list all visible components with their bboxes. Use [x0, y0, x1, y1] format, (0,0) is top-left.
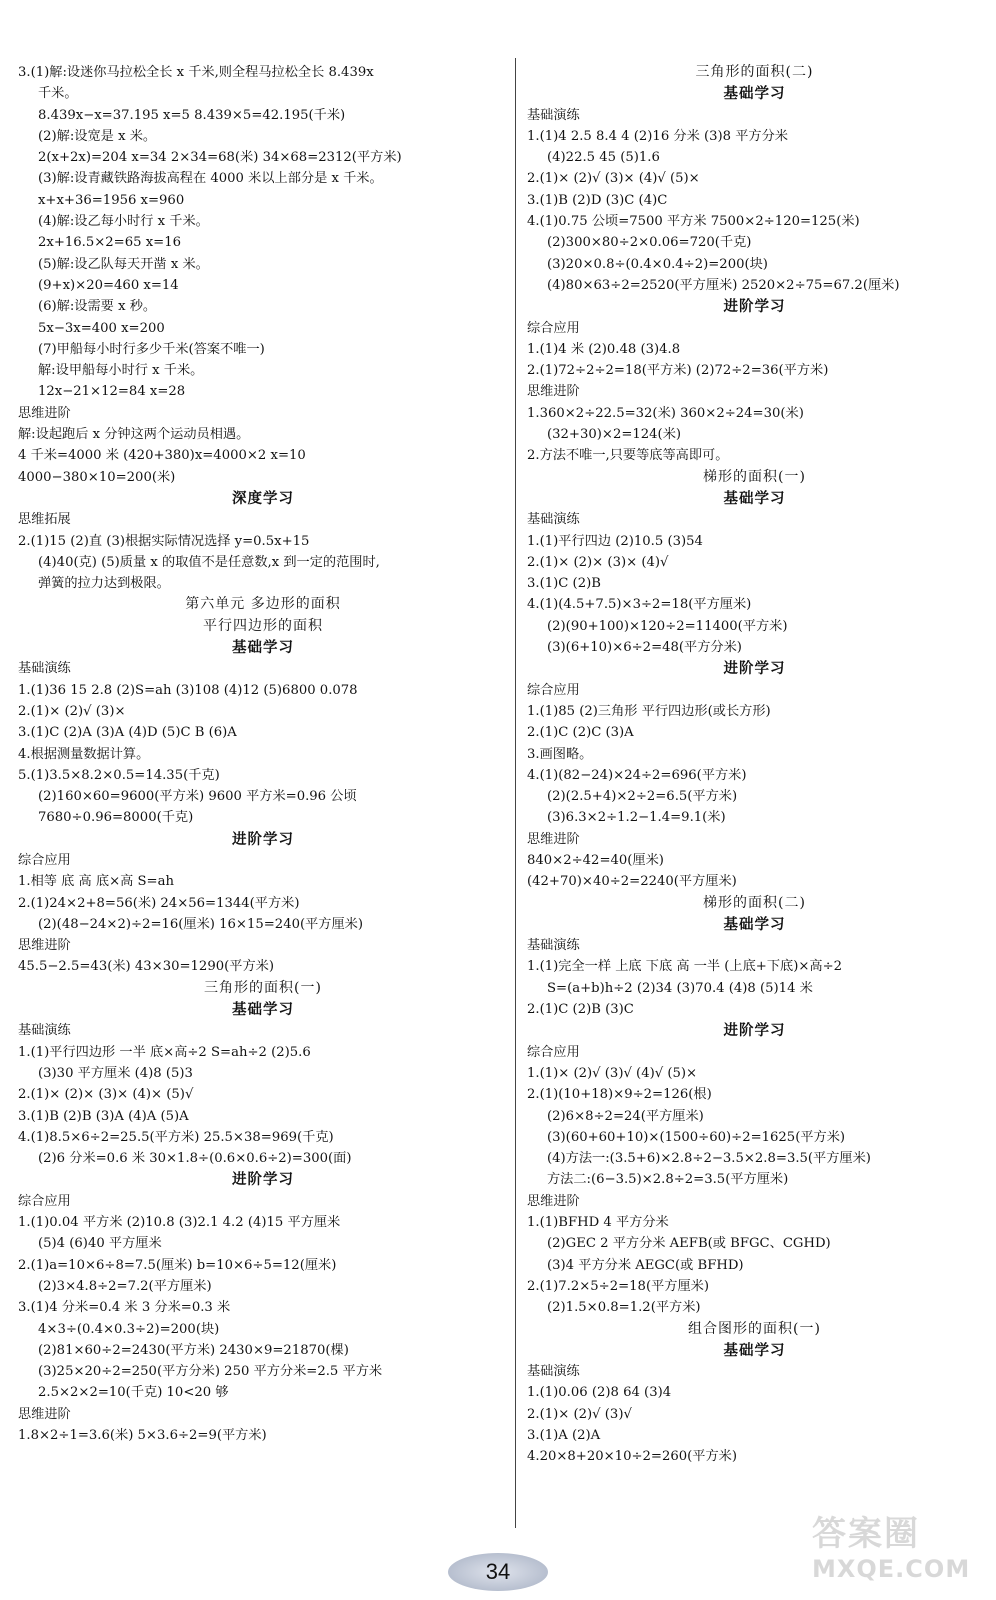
answer-line: 1.(1)0.04 平方米 (2)10.8 (3)2.1 4.2 (4)15 平方厘米 [18, 1215, 341, 1231]
answer-line: 1.相等 底 高 底×高 S=ah [18, 874, 174, 890]
watermark-logo [812, 1506, 982, 1586]
column-divider [515, 58, 516, 1528]
answer-line: 方法二:(6−3.5)×2.8÷2=3.5(平方厘米) [547, 1172, 789, 1188]
answer-line: 12x−21×12=84 x=28 [38, 384, 186, 400]
answer-line: 4×3÷(0.4×0.3÷2)=200(块) [38, 1321, 220, 1337]
answer-line: (2)6×8÷2=24(平方厘米) [547, 1108, 704, 1124]
answer-line: 1.(1)36 15 2.8 (2)S=ah (3)108 (4)12 (5)6800 0.078 [18, 682, 358, 698]
answer-line: (42+70)×40÷2=2240(平方厘米) [527, 874, 737, 890]
answer-line: 1.8×2÷1=3.6(米) 5×3.6÷2=9(平方米) [18, 1428, 267, 1443]
answer-line: (3)30 平方厘米 (4)8 (5)3 [38, 1065, 193, 1081]
answer-line: 4.20×8+20×10÷2=260(平方米) [527, 1449, 737, 1465]
answer-line: 2.(1)7.2×5÷2=18(平方厘米) [527, 1278, 709, 1294]
answer-line: 1.(1)完全一样 上底 下底 高 一半 (上底+下底)×高÷2 [527, 959, 843, 975]
answer-line: 综合应用 [527, 682, 580, 698]
answer-line: (2)6 分米=0.6 米 30×1.8÷(0.6×0.6÷2)=300(面) [38, 1151, 352, 1167]
answer-line: 8.439x−x=37.195 x=5 8.439×5=42.195(千米) [38, 107, 346, 123]
section-heading: 基础学习 [723, 915, 786, 933]
answer-line: 3.(1)B (2)B (3)A (4)A (5)A [18, 1108, 189, 1124]
answer-line: (2)(90+100)×120÷2=11400(平方米) [547, 618, 788, 634]
answer-line: 基础演练 [527, 1364, 580, 1380]
answer-line: 4.(1)(4.5+7.5)×3÷2=18(平方厘米) [527, 597, 752, 613]
answer-line: (3)6.3×2÷1.2−1.4=9.1(米) [547, 810, 726, 826]
answer-line: 2.(1)× (2)√ (3)× [18, 703, 126, 719]
answer-line: (2)解:设宽是 x 米。 [38, 128, 157, 144]
answer-line: 解:设甲船每小时行 x 千米。 [38, 363, 204, 379]
answer-line: 7680÷0.96=8000(千克) [38, 810, 194, 826]
section-heading: 深度学习 [232, 489, 294, 507]
section-heading: 基础学习 [232, 1001, 294, 1019]
answer-line: 2.(1)× (2)√ (3)× (4)√ (5)× [527, 171, 700, 187]
answer-line: (3)(6+10)×6÷2=48(平方分米) [547, 640, 742, 656]
answer-line: (2)1.5×0.8=1.2(平方米) [547, 1300, 701, 1316]
answer-line: 基础演练 [527, 512, 580, 528]
answer-line: 2.(1)a=10×6÷8=7.5(厘米) b=10×6÷5=12(厘米) [18, 1257, 337, 1273]
section-heading: 基础学习 [723, 489, 786, 507]
answer-line: 3.(1)C (2)B [527, 576, 601, 592]
answer-line: (4)解:设乙每小时行 x 千米。 [38, 214, 209, 230]
section-heading: 基础学习 [723, 85, 786, 103]
answer-line: (2)(2.5+4)×2÷2=6.5(平方米) [547, 789, 738, 805]
answer-line: 1.(1)4 2.5 8.4 4 (2)16 分米 (3)8 平方分米 [527, 128, 788, 144]
section-heading: 进阶学习 [232, 1171, 294, 1189]
section-heading: 进阶学习 [723, 1022, 786, 1040]
answer-line: 2(x+2x)=204 x=34 2×34=68(米) 34×68=2312(平方米) [38, 150, 402, 166]
answer-line: (2)300×80÷2×0.06=720(千克) [547, 235, 752, 251]
answer-line: 思维进阶 [18, 938, 71, 954]
answer-line: 2x+16.5×2=65 x=16 [38, 235, 181, 251]
answer-line: 2.(1)(10+18)×9÷2=126(根) [527, 1087, 712, 1103]
answer-line: (32+30)×2=124(米) [547, 427, 682, 443]
answer-line: (4)40(克) (5)质量 x 的取值不是任意数,x 到一定的范围时, [38, 554, 380, 570]
answer-line: (5)解:设乙队每天开凿 x 米。 [38, 256, 209, 272]
answer-line: 4000−380×10=200(米) [18, 469, 176, 485]
answer-line: (2)3×4.8÷2=7.2(平方厘米) [38, 1278, 212, 1294]
page-number-text: 34 [485, 1559, 511, 1584]
answer-line: 4.(1)(82−24)×24÷2=696(平方米) [527, 767, 747, 783]
answer-line: 5x−3x=400 x=200 [38, 320, 165, 336]
answer-line: 综合应用 [527, 320, 580, 336]
section-heading: 进阶学习 [723, 660, 786, 678]
section-title: 梯形的面积(一) [703, 468, 806, 485]
section-heading: 进阶学习 [723, 298, 786, 316]
section-heading: 进阶学习 [232, 830, 294, 848]
answer-line: 4.(1)0.75 公顷=7500 平方米 7500×2÷120=125(米) [527, 214, 860, 230]
answer-line: (3)20×0.8÷(0.4×0.4÷2)=200(块) [547, 256, 768, 272]
right-column [527, 62, 982, 1468]
answer-line: 3.(1)B (2)D (3)C (4)C [527, 192, 668, 208]
answer-line: 2.(1)C (2)B (3)C [527, 1002, 634, 1018]
answer-line: 思维进阶 [18, 405, 71, 421]
answer-line: 基础演练 [18, 1023, 71, 1039]
answer-line: 千米。 [38, 86, 78, 102]
answer-line: 1.360×2÷22.5=32(米) 360×2÷24=30(米) [527, 405, 804, 421]
answer-line: 1.(1)85 (2)三角形 平行四边形(或长方形) [527, 703, 771, 719]
section-title: 平行四边形的面积 [203, 617, 323, 634]
answer-line: (3)解:设青藏铁路海拔高程在 4000 米以上部分是 x 千米。 [38, 171, 383, 187]
answer-line: 2.5×2×2=10(千克) 10<20 够 [38, 1385, 229, 1401]
answer-line: (4)80×63÷2=2520(平方厘米) 2520×2÷75=67.2(厘米) [547, 277, 900, 293]
answer-line: 思维进阶 [527, 831, 580, 847]
answer-line: (7)甲船每小时行多少千米(答案不唯一) [38, 341, 265, 357]
answer-line: 4 千米=4000 米 (420+380)x=4000×2 x=10 [18, 448, 306, 464]
answer-line: 840×2÷42=40(厘米) [527, 852, 664, 868]
answer-line: (4)方法一:(3.5+6)×2.8÷2−3.5×2.8=3.5(平方厘米) [547, 1151, 871, 1167]
answer-line: (2)160×60=9600(平方米) 9600 平方米=0.96 公顷 [38, 789, 357, 805]
answer-line: (4)22.5 45 (5)1.6 [547, 150, 660, 166]
answer-line: 3.(1)解:设迷你马拉松全长 x 千米,则全程马拉松全长 8.439x [18, 65, 374, 80]
answer-line: 2.方法不唯一,只要等底等高即可。 [527, 448, 729, 464]
section-title: 组合图形的面积(一) [688, 1320, 821, 1337]
answer-line: 思维进阶 [18, 1406, 71, 1422]
answer-line: 1.(1)平行四边形 一半 底×高÷2 S=ah÷2 (2)5.6 [18, 1044, 311, 1060]
answer-line: 基础演练 [527, 107, 580, 123]
answer-line: 2.(1)24×2+8=56(米) 24×56=1344(平方米) [18, 895, 300, 911]
answer-line: 3.(1)C (2)A (3)A (4)D (5)C B (6)A [18, 725, 237, 741]
answer-line: 1.(1)平行四边 (2)10.5 (3)54 [527, 533, 703, 549]
answer-line: 3.画图略。 [527, 746, 593, 762]
answer-line: 基础演练 [18, 661, 71, 677]
section-title: 梯形的面积(二) [703, 894, 806, 911]
answer-line: (6)解:设需要 x 秒。 [38, 299, 157, 315]
answer-line: 1.(1)× (2)√ (3)√ (4)√ (5)× [527, 1065, 698, 1081]
answer-line: 2.(1)× (2)× (3)× (4)√ [527, 554, 669, 570]
answer-line: 综合应用 [18, 1193, 71, 1209]
answer-line: (3)4 平方分米 AEGC(或 BFHD) [547, 1257, 744, 1273]
answer-line: 综合应用 [18, 852, 71, 868]
answer-line: (2)81×60÷2=2430(平方米) 2430×9=21870(棵) [38, 1342, 349, 1358]
answer-line: 5.(1)3.5×8.2×0.5=14.35(千克) [18, 767, 220, 783]
answer-line: 4.根据测量数据计算。 [18, 746, 150, 762]
answer-line: 1.(1)BFHD 4 平方分米 [527, 1215, 669, 1231]
answer-line: (3)(60+60+10)×(1500÷60)÷2=1625(平方米) [547, 1129, 846, 1145]
section-heading: 基础学习 [723, 1341, 786, 1359]
section-title: 三角形的面积(一) [204, 979, 322, 996]
answer-line: 2.(1)15 (2)直 (3)根据实际情况选择 y=0.5x+15 [18, 533, 310, 549]
answer-line: 思维进阶 [527, 1193, 580, 1209]
answer-line: 思维拓展 [18, 512, 71, 528]
answer-line: 1.(1)0.06 (2)8 64 (3)4 [527, 1385, 672, 1401]
answer-line: 2.(1)× (2)× (3)× (4)× (5)√ [18, 1087, 194, 1103]
left-column [18, 62, 508, 1446]
answer-line: (3)25×20÷2=250(平方分米) 250 平方分米=2.5 平方米 [38, 1364, 383, 1380]
answer-line: 2.(1)72÷2÷2=18(平方米) (2)72÷2=36(平方米) [527, 363, 829, 379]
answer-line: 解:设起跑后 x 分钟这两个运动员相遇。 [18, 427, 250, 443]
answer-line: (2)(48−24×2)÷2=16(厘米) 16×15=240(平方厘米) [38, 916, 364, 932]
section-title: 三角形的面积(二) [695, 64, 814, 80]
answer-line: S=(a+b)h÷2 (2)34 (3)70.4 (4)8 (5)14 米 [547, 980, 813, 996]
answer-line: 2.(1)× (2)√ (3)√ [527, 1406, 632, 1422]
answer-line: x+x+36=1956 x=960 [38, 192, 185, 208]
answer-line: 3.(1)A (2)A [527, 1428, 601, 1443]
answer-line: (2)GEC 2 平方分米 AEFB(或 BFGC、CGHD) [547, 1236, 831, 1252]
answer-line: 1.(1)4 米 (2)0.48 (3)4.8 [527, 341, 681, 357]
answer-line: 3.(1)4 分米=0.4 米 3 分米=0.3 米 [18, 1300, 231, 1316]
answer-line: 基础演练 [527, 938, 580, 954]
watermark-url: MXQE.COM [812, 1555, 971, 1583]
section-heading: 基础学习 [232, 639, 294, 657]
answer-line: (9+x)×20=460 x=14 [38, 277, 179, 293]
section-title: 第六单元 多边形的面积 [185, 596, 341, 613]
answer-line: 思维进阶 [527, 384, 580, 400]
answer-line: (5)4 (6)40 平方厘米 [38, 1236, 162, 1252]
answer-line: 综合应用 [527, 1044, 580, 1060]
watermark-title: 答案圈 [812, 1514, 920, 1554]
answer-line: 2.(1)C (2)C (3)A [527, 725, 634, 741]
page-number [448, 1553, 548, 1591]
answer-line: 4.(1)8.5×6÷2=25.5(平方米) 25.5×38=969(千克) [18, 1129, 334, 1145]
answer-line: 弹簧的拉力达到极限。 [38, 576, 170, 592]
answer-line: 45.5−2.5=43(米) 43×30=1290(平方米) [18, 959, 274, 975]
